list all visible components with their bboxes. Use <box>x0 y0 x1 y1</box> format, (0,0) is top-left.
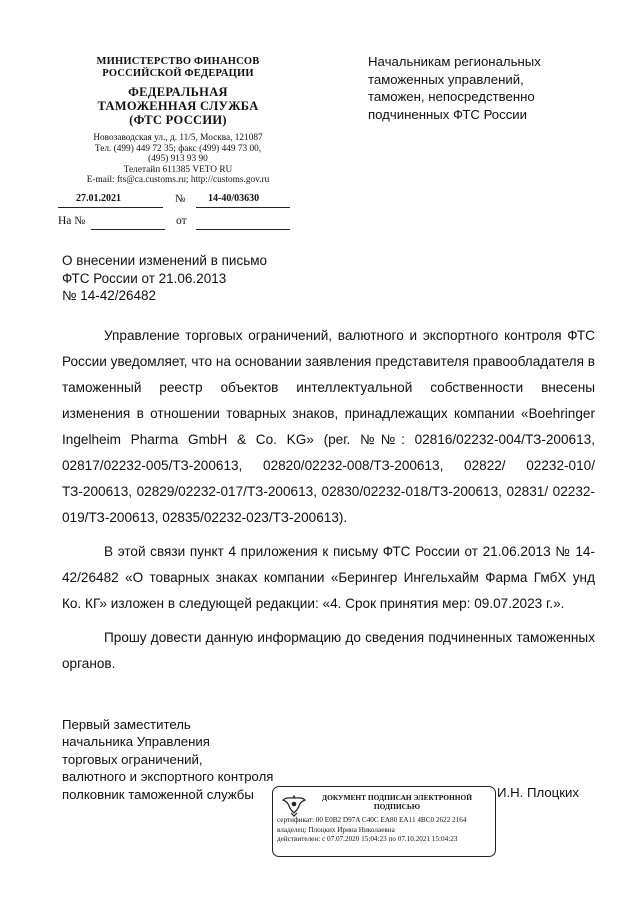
number-sign: № <box>175 193 186 205</box>
service-line: ТАМОЖЕННАЯ СЛУЖБА <box>97 99 259 113</box>
stamp-details <box>277 816 491 845</box>
e-signature-stamp <box>272 786 496 857</box>
subject-line: ФТС России от 21.06.2013 <box>62 270 227 286</box>
ministry-line: РОССИЙСКОЙ ФЕДЕРАЦИИ <box>102 67 254 79</box>
from-label: от <box>176 215 187 227</box>
addressee <box>368 53 618 123</box>
validity-line: действителен: с 07.07.2020 15:04:23 по 07.10.2021 15:04:23 <box>277 835 458 844</box>
subject <box>62 252 322 305</box>
letterhead <box>58 56 298 186</box>
ref-label: На № <box>58 215 86 227</box>
registration-block <box>58 193 298 233</box>
email-line: E-mail: fts@ca.customs.ru; http://customs.gov.ru <box>86 175 270 185</box>
addressee-line: подчиненных ФТС России <box>368 106 528 122</box>
doc-date: 27.01.2021 <box>76 193 121 204</box>
signatory-line: валютного и экспортного контроля <box>62 769 274 785</box>
subject-line: № 14-42/26482 <box>62 288 157 303</box>
signatory-line: торговых ограничений, <box>62 751 203 767</box>
owner-line: владелец: Плоцких Ирина Николаевна <box>277 825 395 834</box>
addressee-line: таможен, непосредственно <box>368 89 535 104</box>
signatory-line: Первый заместитель <box>62 717 191 732</box>
paragraph-amendment: В этой связи пункт 4 приложения к письму ФТС России от 21.06.2013 № 14-42/26482 «О товарных знаках компании «Берингер Ингельхайм Фарма ГмбХ унд Ко. КГ» изложен в следующей редакции: «4. Срок принятия мер: 09.07.2023 г.». <box>62 544 595 611</box>
contacts <box>58 133 298 186</box>
addressee-line: Начальникам региональных <box>368 54 541 69</box>
letter-body <box>62 323 595 685</box>
stamp-title: ДОКУМЕНТ ПОДПИСАН ЭЛЕКТРОННОЙ ПОДПИСЬЮ <box>322 793 472 811</box>
signatory-name: И.Н. Плоцких <box>497 785 579 800</box>
service-line: ФЕДЕРАЛЬНАЯ <box>128 85 228 99</box>
paragraph-notification: Управление торговых ограничений, валютного и экспортного контроля ФТС России уведомляет, что на основании заявления представителя правообладателя в таможенный реестр объектов интеллектуальной собственности внесены изменения в отношении товарных знаков, принадлежащих компании «Boehringer Ingelheim Pharma GmbH & Co. KG» (рег. №№: 02816/02232-004/ТЗ-200613, 02817/02232-005/ТЗ-200613, 02820/02232-008/ТЗ-200613, 02822/ 02232-010/ТЗ-200613, 02829/02232-017/ТЗ-200613, 02830/02232-018/ТЗ-200613, 02831/ 02232-019/ТЗ-200613, 02835/02232-023/ТЗ-200613). <box>62 328 595 525</box>
ministry-line: МИНИСТЕРСТВО ФИНАНСОВ <box>96 56 260 67</box>
doc-number: 14-40/03630 <box>208 193 260 204</box>
subject-line: О внесении изменений в письмо <box>62 253 268 268</box>
paragraph-request: Прошу довести данную информацию до сведения подчиненных таможенных органов. <box>62 630 595 671</box>
phone-line: (495) 913 93 90 <box>148 154 208 164</box>
ref-underline <box>91 229 165 230</box>
signatory-line: полковник таможенной службы <box>62 786 254 802</box>
phone-line: Тел. (499) 449 72 35; факс (499) 449 73 00, <box>94 143 262 154</box>
number-underline <box>196 207 290 208</box>
signatory-title <box>62 716 302 803</box>
teletype-line: Телетайп 611385 VETO RU <box>123 164 233 175</box>
date-underline <box>58 207 163 208</box>
addressee-line: таможенных управлений, <box>368 71 524 87</box>
service-line: (ФТС РОССИИ) <box>129 113 227 127</box>
address-line: Новозаводская ул., д. 11/5, Москва, 121087 <box>93 133 263 143</box>
certificate-line: сертификат: 00 E0B2 D97A C40C EA80 EA11 4BC0 2622 2164 <box>277 816 467 824</box>
signatory-line: начальника Управления <box>62 734 210 750</box>
from-underline <box>196 229 290 230</box>
service-name <box>58 85 298 127</box>
eagle-emblem-icon <box>281 792 307 818</box>
ministry-name <box>58 56 298 79</box>
